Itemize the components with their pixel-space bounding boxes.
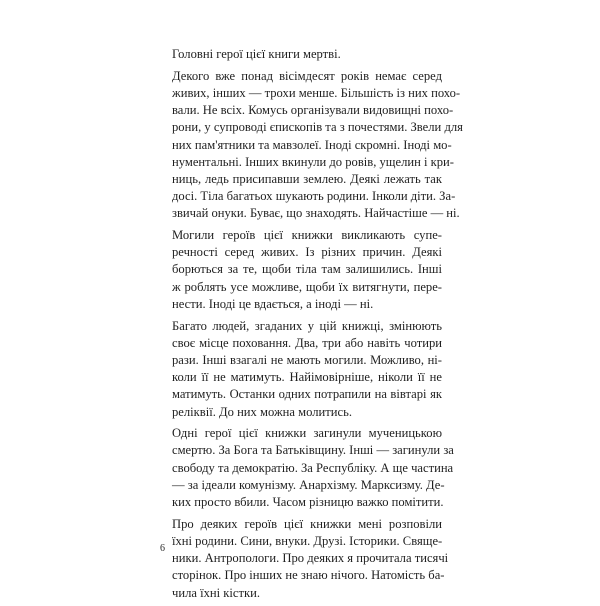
text-line: Про деяких героїв цієї книжки мені розповіли [172,516,442,531]
paragraph-2 [160,68,463,223]
text-line: них пам'ятники та мавзолеї. Іноді скромні. Іноді мо- [172,137,452,152]
text-line: Головні герої цієї книги мертві. [172,47,341,61]
text-line: матимуть. Останки одних потрапили на вівтарі як [172,387,442,402]
text-line: нести. Іноді це вдається, а іноді — ні. [172,296,374,311]
text-line: рони, у супроводі єпископів та з почестями. Звели для [172,120,463,135]
paragraph-4 [160,318,442,421]
text-line: Одні герої цієї книжки загинули мученицькою [172,426,442,441]
text-line: вали. Не всіх. Комусь організували видовищні похо- [172,103,454,118]
text-line: смертю. За Бога та Батьківщину. Інші — загинули за [172,443,454,458]
text-line: чила їхні кістки. [172,585,260,600]
text-line: сторінок. Про інших не знаю нічого. Натомість ба- [172,568,445,583]
page-number: 6 [160,543,165,554]
page-body [160,46,463,606]
text-line: ких просто вбили. Часом різницю важко помітити. [172,495,444,510]
text-line: ники. Антропологи. Про деяких я прочитала тисячі [172,551,449,566]
text-line: живих, інших — трохи менше. Більшість із них похо- [172,85,461,100]
paragraph-1 [160,46,442,63]
text-line: ж роблять усе можливе, щоби їх витягнути, пере- [172,279,442,294]
text-line: свободу та демократію. За Республіку. А ще частина [172,460,454,475]
text-line: Декого вже понад вісімдесят років немає серед [172,68,442,83]
paragraph-6 [160,516,449,602]
text-line: — за ідеали комунізму. Анархізму. Марксизму. Де- [172,477,445,492]
paragraph-3 [160,227,442,313]
paragraph-5 [160,425,454,511]
text-line: нументальні. Інших вкинули до ровів, ущелин і кри- [172,154,454,169]
text-line: своє місце поховання. Два, три або навіть чотири [172,335,442,350]
text-line: рази. Інші взагалі не мають могили. Можливо, ні- [172,352,442,367]
text-line: реліквії. До них можна молитись. [172,404,352,419]
text-line: звичай онуки. Буває, що знаходять. Найчастіше — ні. [172,206,460,221]
text-line: досі. Тіла багатьох шукають родини. Інколи діти. За- [172,189,456,204]
text-line: ниць, ледь присипавши землею. Деякі лежать так [172,171,442,186]
text-line: речності серед живих. Із різних причин. Деякі [172,245,442,260]
text-line: Багато людей, згаданих у цій книжці, змінюють [172,318,442,333]
text-line: Могили героїв цієї книжки викликають супе- [172,228,442,243]
text-line: коли її не матимуть. Найімовірніше, ніколи її не [172,370,442,385]
text-line: борються за те, щоби тіла там залишились. Інші [172,262,442,277]
text-line: їхні родини. Сини, внуки. Друзі. Історики. Свяще- [172,533,443,548]
